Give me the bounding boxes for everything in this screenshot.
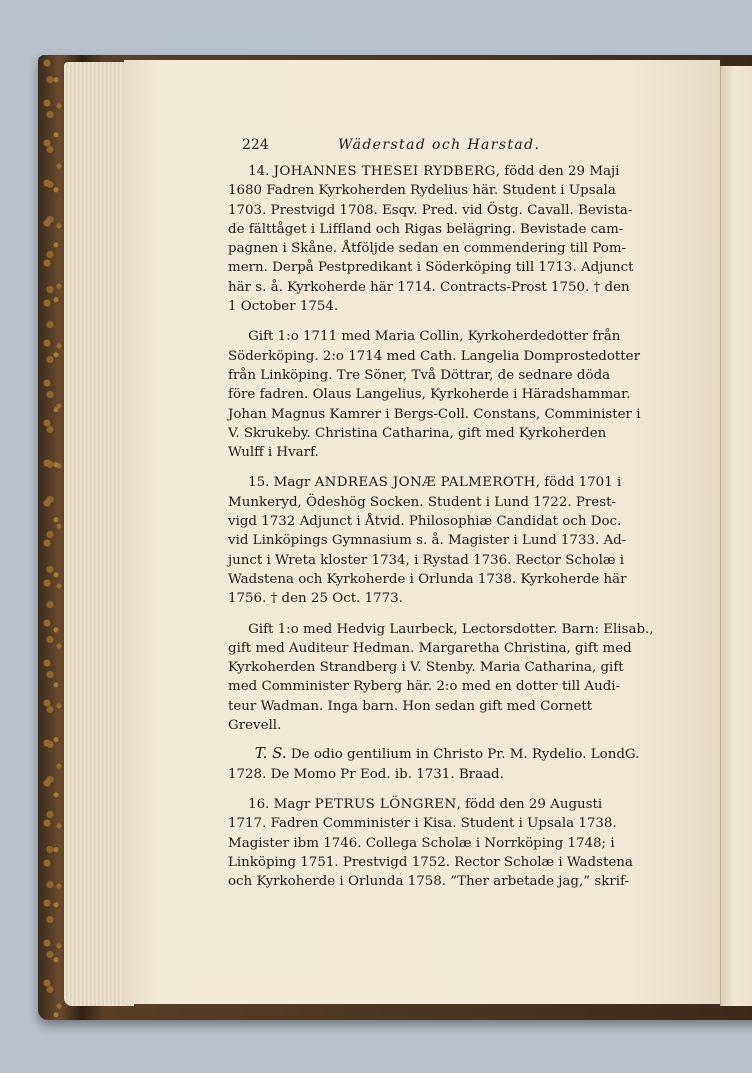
entry-line: Wadstena och Kyrkoherde i Orlunda 1738. Kyrkoherde här [228, 571, 627, 587]
entry-line: 1680 Fadren Kyrkoherden Rydelius här. Student i Upsala [228, 183, 616, 199]
family-line: Kyrkoherden Strandberg i V. Stenby. Maria Catharina, gift [228, 660, 624, 676]
entry-line: Munkeryd, Ödeshög Socken. Student i Lund 1722. Prest- [228, 494, 616, 510]
entry-16 [228, 795, 670, 891]
entry-title: Magr [273, 796, 311, 812]
page-content [228, 136, 670, 891]
entry-line: 1756. † den 25 Oct. 1773. [228, 591, 403, 607]
entry-line: 1 October 1754. [228, 299, 339, 315]
family-line: före fadren. Olaus Langelius, Kyrkoherde i Häradshammar. [228, 387, 631, 403]
entry-line: Linköping 1751. Prestvigd 1752. Rector Scholæ i Wadstena [228, 854, 633, 870]
entry-line: , född den 29 Maji [495, 164, 620, 179]
family-line: Gift 1:o med Hedvig Laurbeck, Lectorsdotter. Barn: Elisab., [248, 621, 654, 637]
page-header [228, 136, 670, 162]
family-line: Söderköping. 2:o 1714 med Cath. Langelia Domprostedotter [228, 348, 640, 364]
entry-line: mern. Derpå Pestpredikant i Söderköping till 1713. Adjunct [228, 260, 634, 276]
family-line: från Linköping. Tre Söner, Två Döttrar, de sednare döda [228, 367, 611, 383]
family-line: teur Wadman. Inga barn. Hon sedan gift med Cornett [228, 698, 593, 714]
family-line: med Comminister Ryberg här. 2:o med en dotter till Audi- [228, 679, 621, 695]
entry-name: PETRUS LÖNGREN [314, 796, 457, 812]
family-line: Wulff i Hvarf. [228, 445, 319, 461]
entry-title: Magr [273, 475, 311, 491]
family-line: V. Skrukeby. Christina Catharina, gift med Kyrkoherden [228, 425, 607, 441]
entry-line: här s. å. Kyrkoherde här 1714. Contracts-Prost 1750. † den [228, 279, 630, 295]
entry-line: och Kyrkoherde i Orlunda 1758. ”Ther arbetade jag,” skrif- [228, 874, 630, 890]
entry-line: , född den 29 Augusti [456, 796, 603, 812]
entry-15-family [228, 620, 670, 736]
entry-15-ts [228, 744, 670, 784]
entry-number: 15. [248, 475, 270, 491]
entry-line: de fälttåget i Liffland och Rigas belägring. Bevistade cam- [228, 221, 624, 237]
entry-line: pagnen i Skåne. Åtföljde sedan en commendering till Pom- [228, 241, 627, 257]
entry-line: , född 1701 i [535, 475, 622, 491]
entry-15 [228, 473, 670, 608]
family-line: Johan Magnus Kamrer i Bergs-Coll. Constans, Comminister i [228, 406, 641, 422]
entry-line: vid Linköpings Gymnasium s. å. Magister i Lund 1733. Ad- [228, 533, 627, 549]
entry-name: JOHANNES THESEI RYDBERG [273, 164, 496, 179]
entry-number: 16. [248, 796, 270, 812]
entry-line: junct i Wreta kloster 1734, i Rystad 1736. Rector Scholæ i [228, 552, 625, 568]
family-line: Grevell. [228, 718, 282, 734]
entry-line: Magister ibm 1746. Collega Scholæ i Norrköping 1748; i [228, 835, 615, 851]
ts-label: T. S. [254, 744, 287, 763]
ts-line: 1728. De Momo Pr Eod. ib. 1731. Braad. [228, 766, 504, 782]
ts-line: De odio gentilium in Christo Pr. M. Rydelio. LondG. [286, 747, 640, 763]
entry-line: 1703. Prestvigd 1708. Esqv. Pred. vid Östg. Cavall. Bevista- [228, 202, 633, 218]
page-number: 224 [242, 137, 269, 153]
entry-line: 1717. Fadren Comminister i Kisa. Student i Upsala 1738. [228, 816, 617, 832]
entry-line: vigd 1732 Adjunct i Åtvid. Philosophiæ Candidat och Doc. [228, 514, 622, 530]
family-line: gift med Auditeur Hedman. Margaretha Christina, gift med [228, 640, 632, 656]
family-line: Gift 1:o 1711 med Maria Collin, Kyrkoherdedotter från [248, 329, 621, 345]
entry-name: ANDREAS JONÆ PALMEROTH [314, 475, 536, 491]
facing-page-edge [720, 66, 752, 1006]
entry-14-family [228, 327, 670, 462]
running-head: Wäderstad och Harstad. [338, 137, 541, 153]
entry-14 [228, 162, 670, 316]
entry-number: 14. [248, 164, 270, 179]
